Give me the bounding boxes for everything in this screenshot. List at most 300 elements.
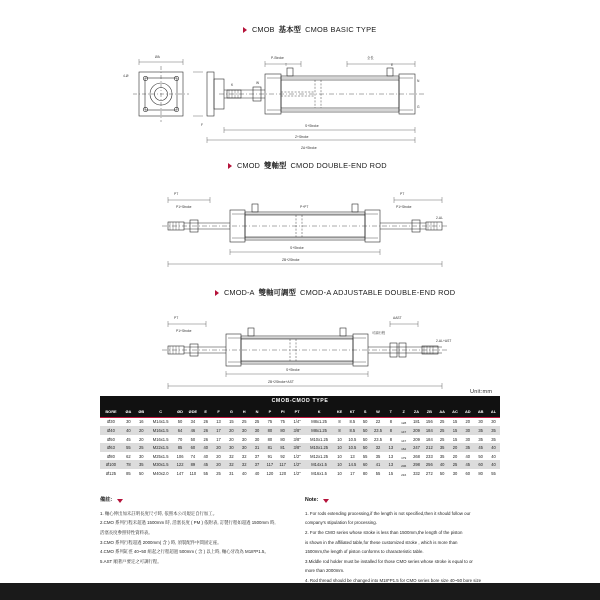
spec-col-header-aa: AA — [436, 407, 449, 417]
cell-f: 20 — [216, 445, 221, 451]
cell-z: 147 — [401, 430, 407, 435]
cell-bore: Ø63 — [107, 445, 115, 451]
cell-e: 55 — [203, 470, 208, 476]
cell-pi: 120 — [279, 470, 287, 476]
notes-chinese-title — [100, 496, 295, 506]
cell-bore: Ø50 — [107, 436, 115, 442]
note-line: company's stipulation for processing. — [305, 520, 377, 526]
cell-zb: 256 — [425, 462, 433, 468]
cell-ab: 80 — [478, 470, 483, 476]
svg-text:ØA: ØA — [155, 55, 160, 59]
note-line: 1. For rods extending processing,if the length is not specified,then it should follow our — [305, 510, 471, 516]
spec-col-header-t: T — [384, 407, 397, 417]
cell-s: 60 — [362, 462, 368, 468]
cell-de: 110 — [189, 470, 197, 476]
cell-ke: 8 — [338, 419, 341, 425]
cell-g: 30 — [229, 445, 234, 451]
cell-h: 30 — [241, 436, 247, 442]
cell-ab: 60 — [478, 462, 483, 468]
cell-aa: 25 — [439, 419, 445, 425]
spec-col-header-za: ZA — [410, 407, 423, 417]
cell-pt: 1/2" — [293, 470, 301, 476]
cell-ke: 10 — [337, 470, 342, 476]
spec-table-title: CMOB-CMOD TYPE — [100, 396, 500, 407]
cell-al: 40 — [491, 462, 496, 468]
cell-k: M12x1.25 — [310, 453, 329, 459]
cell-h: 32 — [241, 453, 247, 459]
cell-de: 60 — [190, 445, 196, 451]
cell-pt: 3/8" — [293, 428, 301, 434]
cell-s: 50 — [362, 445, 368, 451]
cell-w: 23.5 — [374, 428, 382, 434]
cell-pi: 92 — [280, 453, 285, 459]
cell-b: 35 — [138, 462, 144, 468]
cell-s: 50 — [362, 436, 368, 442]
cell-f: 20 — [216, 462, 221, 468]
cell-p: 117 — [266, 462, 274, 468]
spec-col-header-ab: AB — [474, 407, 487, 417]
drawing-cmob — [115, 42, 485, 152]
svg-text:S+Stroke: S+Stroke — [305, 124, 319, 128]
cell-c: M40x2.0 — [152, 470, 169, 476]
table-row — [100, 426, 500, 435]
cell-ke: 10 — [337, 445, 342, 451]
cell-al: 35 — [491, 428, 496, 434]
section-code-cmod-a: CMOD-A — [224, 288, 255, 297]
cell-w: 35 — [375, 453, 381, 459]
cell-h: 30 — [241, 428, 247, 434]
cell-h: 32 — [241, 462, 247, 468]
cell-n: 40 — [254, 470, 260, 476]
spec-table-header-row — [100, 407, 500, 417]
cell-pt: 1/4" — [293, 419, 301, 425]
svg-text:全長: 全長 — [367, 56, 374, 60]
cell-za: 209 — [413, 436, 420, 442]
cell-ab: 45 — [478, 445, 483, 451]
cell-k: M10x1.25 — [310, 445, 329, 451]
svg-text:ZA+Stroke: ZA+Stroke — [301, 146, 317, 150]
cell-bore: Ø40 — [107, 428, 115, 434]
cell-al: 40 — [491, 453, 496, 459]
cell-al: 55 — [491, 470, 496, 476]
spec-table-head — [100, 407, 500, 417]
svg-text:S+Stroke: S+Stroke — [290, 246, 304, 250]
cell-p: 120 — [266, 470, 274, 476]
cell-al: 35 — [491, 436, 496, 442]
cell-za: 209 — [413, 428, 420, 434]
spec-col-header-zb: ZB — [423, 407, 436, 417]
cell-z: 128 — [401, 421, 407, 426]
cell-a: 30 — [126, 419, 131, 425]
spec-col-header-h: H — [238, 407, 251, 417]
cell-aa: 25 — [439, 428, 445, 434]
cell-d: 122 — [176, 462, 184, 468]
cell-pt: 3/8" — [293, 445, 301, 451]
spec-col-header-ac: AC — [449, 407, 462, 417]
cell-kt: 10.5 — [348, 445, 357, 451]
cell-e: 40 — [203, 445, 208, 451]
cell-ab: 50 — [478, 453, 483, 459]
cell-a: 85 — [126, 470, 131, 476]
notes-cn-title-text: 備註: — [100, 497, 113, 503]
cell-ab: 35 — [478, 428, 483, 434]
cell-z: 147 — [401, 438, 407, 443]
svg-text:N: N — [417, 79, 420, 83]
spec-col-header-kt: KT — [346, 407, 359, 417]
cell-ac: 30 — [452, 470, 458, 476]
cell-kt: 8.5 — [349, 419, 356, 425]
cell-b: 50 — [138, 470, 144, 476]
cell-f: 25 — [216, 470, 221, 476]
note-line: 1500mm,the length of piston conforms to characteristic table. — [305, 549, 424, 555]
cell-k: M8x1.25 — [311, 428, 327, 434]
section-code-cmob: CMOB — [252, 25, 275, 34]
cell-zb: 233 — [425, 453, 433, 459]
svg-text:F: F — [201, 123, 204, 127]
spec-col-header-z: Z — [397, 407, 410, 417]
cell-aa: 25 — [439, 436, 445, 442]
cell-b: 20 — [138, 428, 144, 434]
cell-za: 332 — [413, 470, 420, 476]
cell-ac: 20 — [452, 453, 458, 459]
note-line: 3.Middle rod holder must be installed for those CMO series whose stroke is equal to or — [305, 558, 473, 564]
svg-text:ZB+2Stroke+AST: ZB+2Stroke+AST — [268, 380, 294, 384]
cell-t: 8 — [389, 436, 392, 442]
cell-n: 37 — [254, 462, 260, 468]
svg-text:AAST: AAST — [393, 316, 402, 320]
cell-ab: 35 — [478, 436, 483, 442]
cell-d: 147 — [176, 470, 184, 476]
spec-table — [100, 396, 500, 478]
cell-e: 26 — [203, 428, 208, 434]
svg-text:K: K — [231, 83, 234, 87]
section-heading-cmob — [243, 24, 376, 35]
cell-ad: 35 — [465, 445, 471, 451]
cell-bore: Ø100 — [105, 462, 116, 468]
svg-text:E: E — [391, 63, 394, 67]
cell-w: 32 — [375, 445, 381, 451]
cell-f: 20 — [216, 453, 221, 459]
cell-k: M10x1.25 — [310, 436, 329, 442]
spec-col-header-pt: PT — [289, 407, 305, 417]
cell-a: 45 — [126, 436, 131, 442]
cell-d: 106 — [176, 453, 184, 459]
cell-g: 32 — [229, 453, 234, 459]
cell-n: 31 — [254, 445, 260, 451]
cell-ke: 10 — [337, 462, 342, 468]
note-line: 3.CMO 系列行程超過 2000mm( 含 ) 時, 須裝配件中間固定座。 — [100, 539, 222, 545]
cell-kt: 10.5 — [348, 436, 357, 442]
spec-table-wrapper — [100, 396, 500, 478]
svg-text:P1+Stroke: P1+Stroke — [176, 329, 192, 333]
cell-ad: 30 — [465, 428, 471, 434]
spec-col-header-ad: AD — [461, 407, 474, 417]
cell-f: 17 — [216, 436, 221, 442]
spec-col-header-d: ØD — [174, 407, 187, 417]
cell-n: 37 — [254, 453, 260, 459]
spec-col-header-ke: KE — [333, 407, 346, 417]
cell-pi: 80 — [280, 436, 285, 442]
cell-c: M14x1.5 — [152, 419, 169, 425]
svg-text:2-AL+AST: 2-AL+AST — [436, 339, 452, 343]
cell-h: 40 — [241, 470, 247, 476]
section-cn-cmod-a: 雙軸可調型 — [258, 288, 297, 297]
cell-ad: 60 — [465, 470, 471, 476]
cell-b: 25 — [138, 445, 144, 451]
drawing-cmod — [150, 182, 460, 277]
cell-d: 70 — [177, 436, 183, 442]
unit-label: Unit:mm — [470, 389, 493, 395]
cell-aa: 40 — [439, 462, 445, 468]
cell-t: 13 — [388, 445, 394, 451]
cell-zb: 212 — [425, 445, 433, 451]
cell-f: 13 — [216, 419, 221, 425]
cell-de: 74 — [190, 453, 196, 459]
cell-kt: 14.5 — [348, 462, 357, 468]
notes-chinese-body — [100, 510, 295, 566]
cell-ac: 20 — [452, 445, 458, 451]
spec-col-header-f: F — [212, 407, 225, 417]
cell-h: 30 — [241, 445, 247, 451]
cell-s: 50 — [362, 419, 368, 425]
cell-pi: 81 — [280, 445, 285, 451]
cell-a: 55 — [126, 445, 131, 451]
cell-aa: 50 — [439, 470, 445, 476]
triangle-bullet-icon — [215, 290, 219, 296]
triangle-bullet-icon — [228, 163, 232, 169]
spec-col-header-g: G — [225, 407, 238, 417]
cell-g: 20 — [229, 428, 234, 434]
spec-col-header-n: N — [251, 407, 264, 417]
section-en-cmod: CMOD DOUBLE-END ROD — [290, 161, 387, 170]
cell-al: 40 — [491, 445, 496, 451]
cell-za: 181 — [413, 419, 420, 425]
note-line: 活塞長度參照特性資料表。 — [100, 529, 153, 535]
cell-pi: 80 — [280, 428, 285, 434]
cell-za: 298 — [413, 462, 420, 468]
svg-text:可調行程: 可調行程 — [372, 331, 386, 335]
caret-down-icon — [323, 499, 329, 503]
svg-text:W: W — [256, 81, 260, 85]
cell-p: 75 — [267, 419, 273, 425]
cell-ac: 15 — [452, 419, 458, 425]
triangle-bullet-icon — [243, 27, 247, 33]
cell-pt: 1/2" — [293, 453, 301, 459]
svg-text:4-Ø: 4-Ø — [123, 74, 129, 78]
svg-text:P1+Stroke: P1+Stroke — [396, 205, 412, 209]
spec-col-header-s: S — [359, 407, 372, 417]
section-heading-cmod-a — [215, 287, 455, 298]
svg-text:T: T — [285, 63, 288, 67]
note-line: 2. For the CMO series whose stroke is less than 1500mm,the length of the piston — [305, 529, 463, 535]
cell-t: 8 — [389, 419, 392, 425]
cell-c: M30x1.5 — [152, 462, 169, 468]
spec-col-header-c: C — [148, 407, 174, 417]
cell-t: 15 — [388, 470, 394, 476]
cell-t: 13 — [388, 453, 394, 459]
cell-zb: 272 — [425, 470, 433, 476]
cell-c: M16x1.5 — [152, 428, 169, 434]
cell-p: 91 — [267, 453, 273, 459]
cell-de: 50 — [190, 436, 196, 442]
table-row — [100, 452, 500, 461]
cell-ke: 8 — [338, 428, 341, 434]
cell-p: 81 — [267, 445, 273, 451]
cell-pi: 117 — [279, 462, 286, 468]
table-row — [100, 469, 500, 478]
cell-bore: Ø80 — [107, 453, 115, 459]
spec-table-body — [100, 417, 500, 478]
cell-b: 16 — [138, 419, 144, 425]
cell-ad: 20 — [465, 419, 471, 425]
cell-d: 85 — [177, 445, 183, 451]
cell-bore: Ø30 — [107, 419, 115, 425]
cell-ac: 15 — [452, 436, 458, 442]
cell-n: 30 — [254, 436, 260, 442]
table-row — [100, 443, 500, 452]
cell-d: 50 — [177, 419, 183, 425]
cell-pi: 75 — [280, 419, 285, 425]
cell-zb: 156 — [425, 419, 433, 425]
svg-text:P1+Stroke: P1+Stroke — [176, 205, 192, 209]
cell-ac: 15 — [452, 428, 458, 434]
note-line: 4.CMO 系列缸徑 40~50 組起之行程超過 500mm ( 含 ) 以上時, 軸心牙改為 M18*P1.5。 — [100, 549, 269, 555]
cell-g: 15 — [229, 419, 234, 425]
cell-g: 32 — [229, 462, 234, 468]
cell-b: 20 — [138, 436, 144, 442]
cell-p: 80 — [267, 436, 273, 442]
section-heading-cmod — [228, 160, 387, 171]
section-cn-cmob: 基本型 — [278, 25, 302, 34]
cell-t: 8 — [389, 428, 392, 434]
cell-w: 23.5 — [374, 436, 382, 442]
cell-pt: 3/8" — [293, 436, 301, 442]
cell-al: 30 — [491, 419, 496, 425]
spec-col-header-e: E — [199, 407, 212, 417]
cell-g: 20 — [229, 436, 234, 442]
page-footer-bar — [0, 583, 600, 600]
cell-e: 40 — [203, 453, 208, 459]
spec-col-header-a: ØA — [122, 407, 135, 417]
svg-text:ZB+2Stroke: ZB+2Stroke — [282, 258, 300, 262]
cell-n: 25 — [254, 419, 260, 425]
cell-n: 30 — [254, 428, 260, 434]
cell-c: M16x1.5 — [152, 436, 169, 442]
cell-c: M22x1.5 — [152, 445, 169, 451]
notes-english-title — [305, 496, 502, 506]
cell-z: 216 — [401, 472, 407, 477]
cell-w: 55 — [375, 470, 381, 476]
spec-col-header-b: ØB — [135, 407, 148, 417]
section-en-cmob: CMOB BASIC TYPE — [305, 25, 377, 34]
svg-text:P+PT: P+PT — [300, 205, 309, 209]
cell-w: 22 — [375, 419, 381, 425]
cell-p: 80 — [267, 428, 273, 434]
cell-k: M8x1.25 — [311, 419, 327, 425]
cell-a: 62 — [126, 453, 131, 459]
spec-col-header-de: ØDE — [186, 407, 199, 417]
cell-h: 25 — [241, 419, 247, 425]
table-row — [100, 417, 500, 426]
cell-kt: 17 — [350, 470, 355, 476]
svg-text:PT: PT — [174, 316, 179, 320]
cell-ke: 10 — [337, 436, 342, 442]
cell-ac: 25 — [452, 462, 458, 468]
note-line: more than 2000mm. — [305, 568, 345, 574]
svg-text:S+Stroke: S+Stroke — [286, 368, 300, 372]
svg-text:G: G — [417, 105, 420, 109]
cell-zb: 184 — [425, 436, 433, 442]
cell-ab: 30 — [478, 419, 483, 425]
cell-b: 30 — [138, 453, 144, 459]
cell-za: 247 — [413, 445, 420, 451]
section-cn-cmod: 雙軸型 — [263, 161, 287, 170]
drawing-cmod-a — [150, 308, 460, 398]
cell-ad: 40 — [465, 453, 471, 459]
note-line: 1. 軸心伸出加未註明長度尺寸時, 依照本公司規定自行加工。 — [100, 510, 218, 516]
cell-z: 162 — [401, 447, 407, 452]
cell-k: M16x1.5 — [311, 470, 327, 476]
cell-f: 17 — [216, 428, 221, 434]
cell-e: 26 — [203, 436, 208, 442]
svg-text:Z+Stroke: Z+Stroke — [295, 135, 309, 139]
spec-col-header-al: AL — [487, 407, 500, 417]
cell-de: 46 — [190, 428, 196, 434]
svg-text:2-AL: 2-AL — [436, 216, 443, 220]
note-line: 5.AST 順著戶要定之可調行程。 — [100, 558, 162, 564]
cell-z: 179 — [401, 455, 407, 460]
cell-s: 80 — [362, 470, 368, 476]
cell-aa: 35 — [439, 445, 445, 451]
cell-ad: 45 — [465, 462, 471, 468]
svg-text:PT: PT — [174, 192, 179, 196]
cell-z: 206 — [401, 464, 407, 469]
spec-col-header-pi: PI — [276, 407, 289, 417]
cell-s: 55 — [362, 453, 368, 459]
cell-bore: Ø125 — [105, 470, 116, 476]
cell-ke: 10 — [337, 453, 342, 459]
cell-ad: 30 — [465, 436, 471, 442]
spec-col-header-w: W — [372, 407, 385, 417]
cell-a: 40 — [126, 428, 131, 434]
cell-aa: 35 — [439, 453, 445, 459]
table-row — [100, 435, 500, 444]
cell-de: 89 — [190, 462, 196, 468]
spec-col-header-k: K — [305, 407, 333, 417]
notes-en-title-text: Note: — [305, 497, 319, 503]
cell-e: 26 — [203, 419, 208, 425]
section-en-cmod-a: CMOD-A ADJUSTABLE DOUBLE-END ROD — [300, 288, 456, 297]
cell-k: M14x1.5 — [311, 462, 327, 468]
note-line: is shown in the affiliated table,for these customized stroke , which is more than — [305, 539, 458, 545]
cell-w: 41 — [375, 462, 381, 468]
cell-d: 64 — [177, 428, 183, 434]
cell-e: 45 — [203, 462, 208, 468]
cell-pt: 1/2" — [293, 462, 301, 468]
spec-col-header-bore: BORE — [100, 407, 122, 417]
cell-kt: 8.5 — [349, 428, 356, 434]
cell-a: 78 — [126, 462, 131, 468]
cell-t: 13 — [388, 462, 394, 468]
section-code-cmod: CMOD — [237, 161, 260, 170]
cell-zb: 184 — [425, 428, 433, 434]
note-line: 2.CMO 系列行程未超過 1500mm 時, 活塞長度 ( PM ) 依附表, 訂製行程如超過 1500mm 時, — [100, 520, 276, 526]
svg-text:P-Stroke: P-Stroke — [271, 56, 284, 60]
cell-c: M25x1.5 — [152, 453, 169, 459]
cell-de: 34 — [190, 419, 196, 425]
cell-g: 31 — [229, 470, 234, 476]
spec-col-header-p: P — [263, 407, 276, 417]
